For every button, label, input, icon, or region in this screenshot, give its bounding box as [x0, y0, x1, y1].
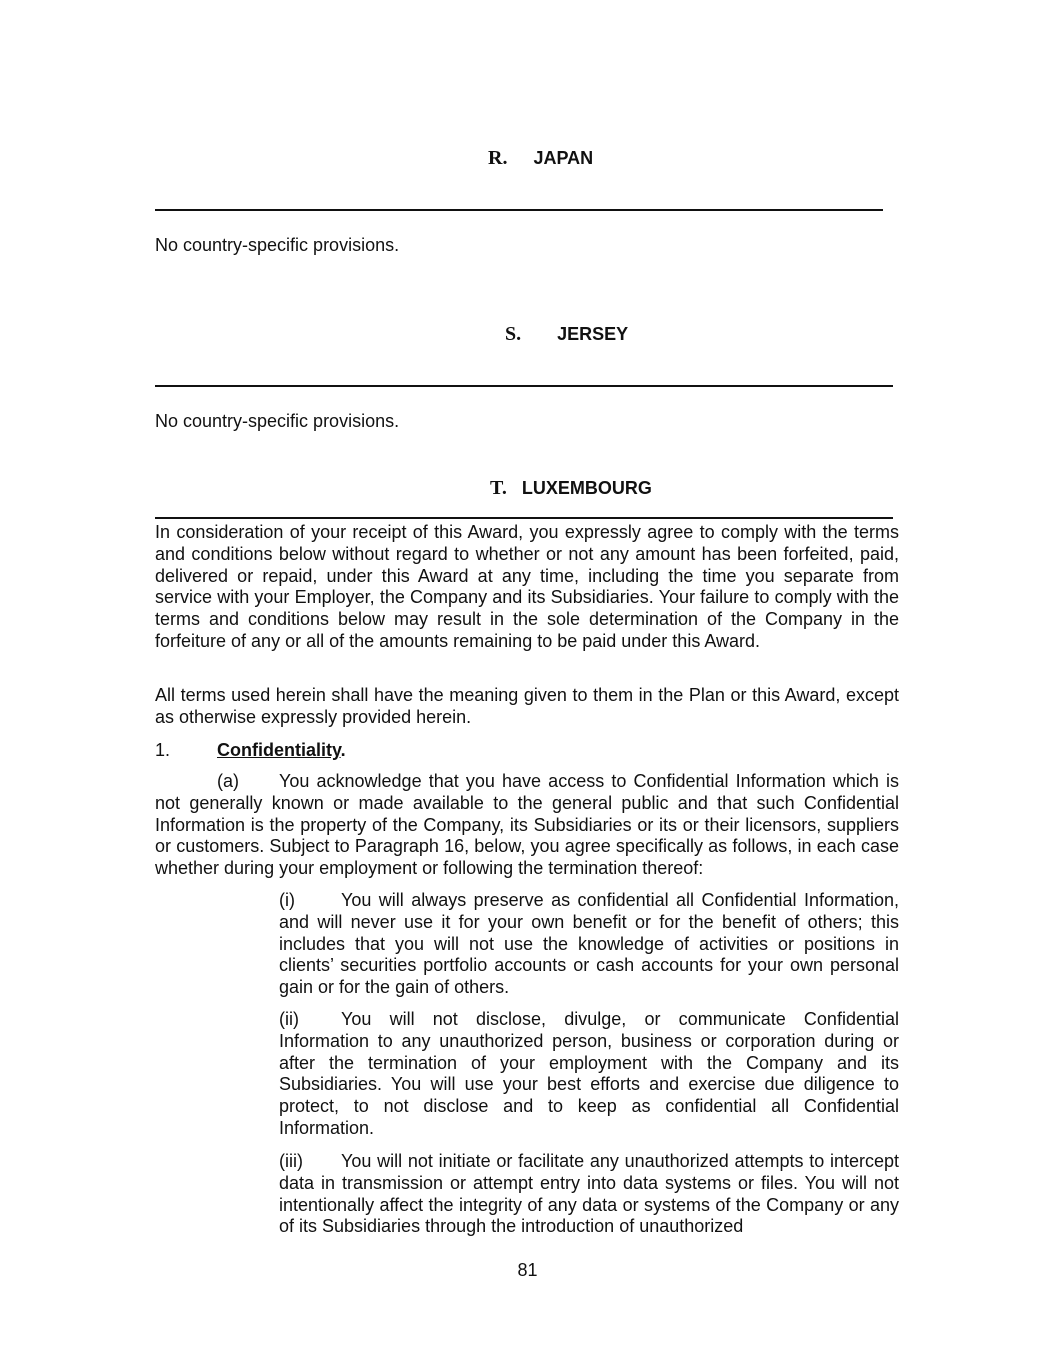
section-text: No country-specific provisions. — [155, 411, 400, 431]
section-text: No country-specific provisions. — [155, 235, 400, 255]
section-rule — [155, 209, 883, 211]
paragraph-a — [155, 771, 899, 880]
section-1-period: . — [340, 740, 346, 760]
section-letter: S. — [505, 323, 522, 345]
section-letter: R. — [488, 147, 508, 169]
list-item-label: (ii) — [279, 1009, 299, 1029]
section-rule — [155, 385, 893, 387]
list-item-text: You will not initiate or facilitate any unauthorized attempts to intercept data in transmission or attempt entry into data systems or files. You will not intentionally affect the integrity of any data or systems of the Company or any of its Subsidiaries through the introduction of unauthorized — [279, 1151, 899, 1237]
page-number: 81 — [517, 1260, 538, 1280]
section-1-number: 1. — [155, 740, 171, 760]
section-heading-japan — [488, 147, 593, 170]
luxembourg-intro-paragraph: In consideration of your receipt of this Award, you expressly agree to comply with the terms and conditions below without regard to whether or not any amount has been forfeited, paid, delivered or repaid, under this Award at any time, including the time you separate from service with your Employer, the Company and its Subsidiaries. Your failure to comply with the terms and conditions below may result in the sole determination of the Company in the forfeiture of any or all of the amounts remaining to be paid under this Award. — [155, 522, 899, 651]
section-1-heading — [155, 740, 346, 762]
luxembourg-terms-paragraph: All terms used herein shall have the meaning given to them in the Plan or this Award, except as otherwise expressly provided herein. — [155, 685, 899, 727]
list-item-text: You will not disclose, divulge, or communicate Confidential Information to any unauthorized person, business or corporation during or after the termination of your employment with the Company and its Subsidiaries. You will use your best efforts and exercise due diligence to protect, to not disclose and to keep as confidential all Confidential Information. — [279, 1009, 899, 1138]
list-item-label: (iii) — [279, 1151, 303, 1171]
paragraph-a-text: You acknowledge that you have access to Confidential Information which is not generally known or made available to the general public and that such Confidential Information is the property of the Company, its Subsidiaries or its or their licensors, suppliers or customers. Subject to Paragraph 16, below, you agree specifically as follows, in each case whether during your employment or following the termination thereof: — [155, 771, 899, 879]
list-item-iii — [279, 1151, 899, 1238]
section-name: JAPAN — [533, 148, 594, 168]
section-rule — [155, 517, 893, 519]
paragraph-a-label: (a) — [217, 771, 239, 791]
section-name: LUXEMBOURG — [521, 478, 652, 498]
section-heading-jersey — [505, 323, 628, 346]
section-letter: T. — [490, 477, 507, 499]
section-1-title: Confidentiality — [217, 740, 341, 760]
list-item-i — [279, 890, 899, 999]
section-heading-luxembourg — [490, 477, 652, 500]
section-name: JERSEY — [557, 324, 629, 344]
list-item-label: (i) — [279, 890, 295, 910]
list-item-text: You will always preserve as confidential all Confidential Information, and will never use it for your own benefit or for the benefit of others; this includes that you will not use the knowledge of activities or positions in clients’ securities portfolio accounts or cash accounts for your own personal gain or for the gain of others. — [279, 890, 899, 998]
list-item-ii — [279, 1009, 899, 1140]
